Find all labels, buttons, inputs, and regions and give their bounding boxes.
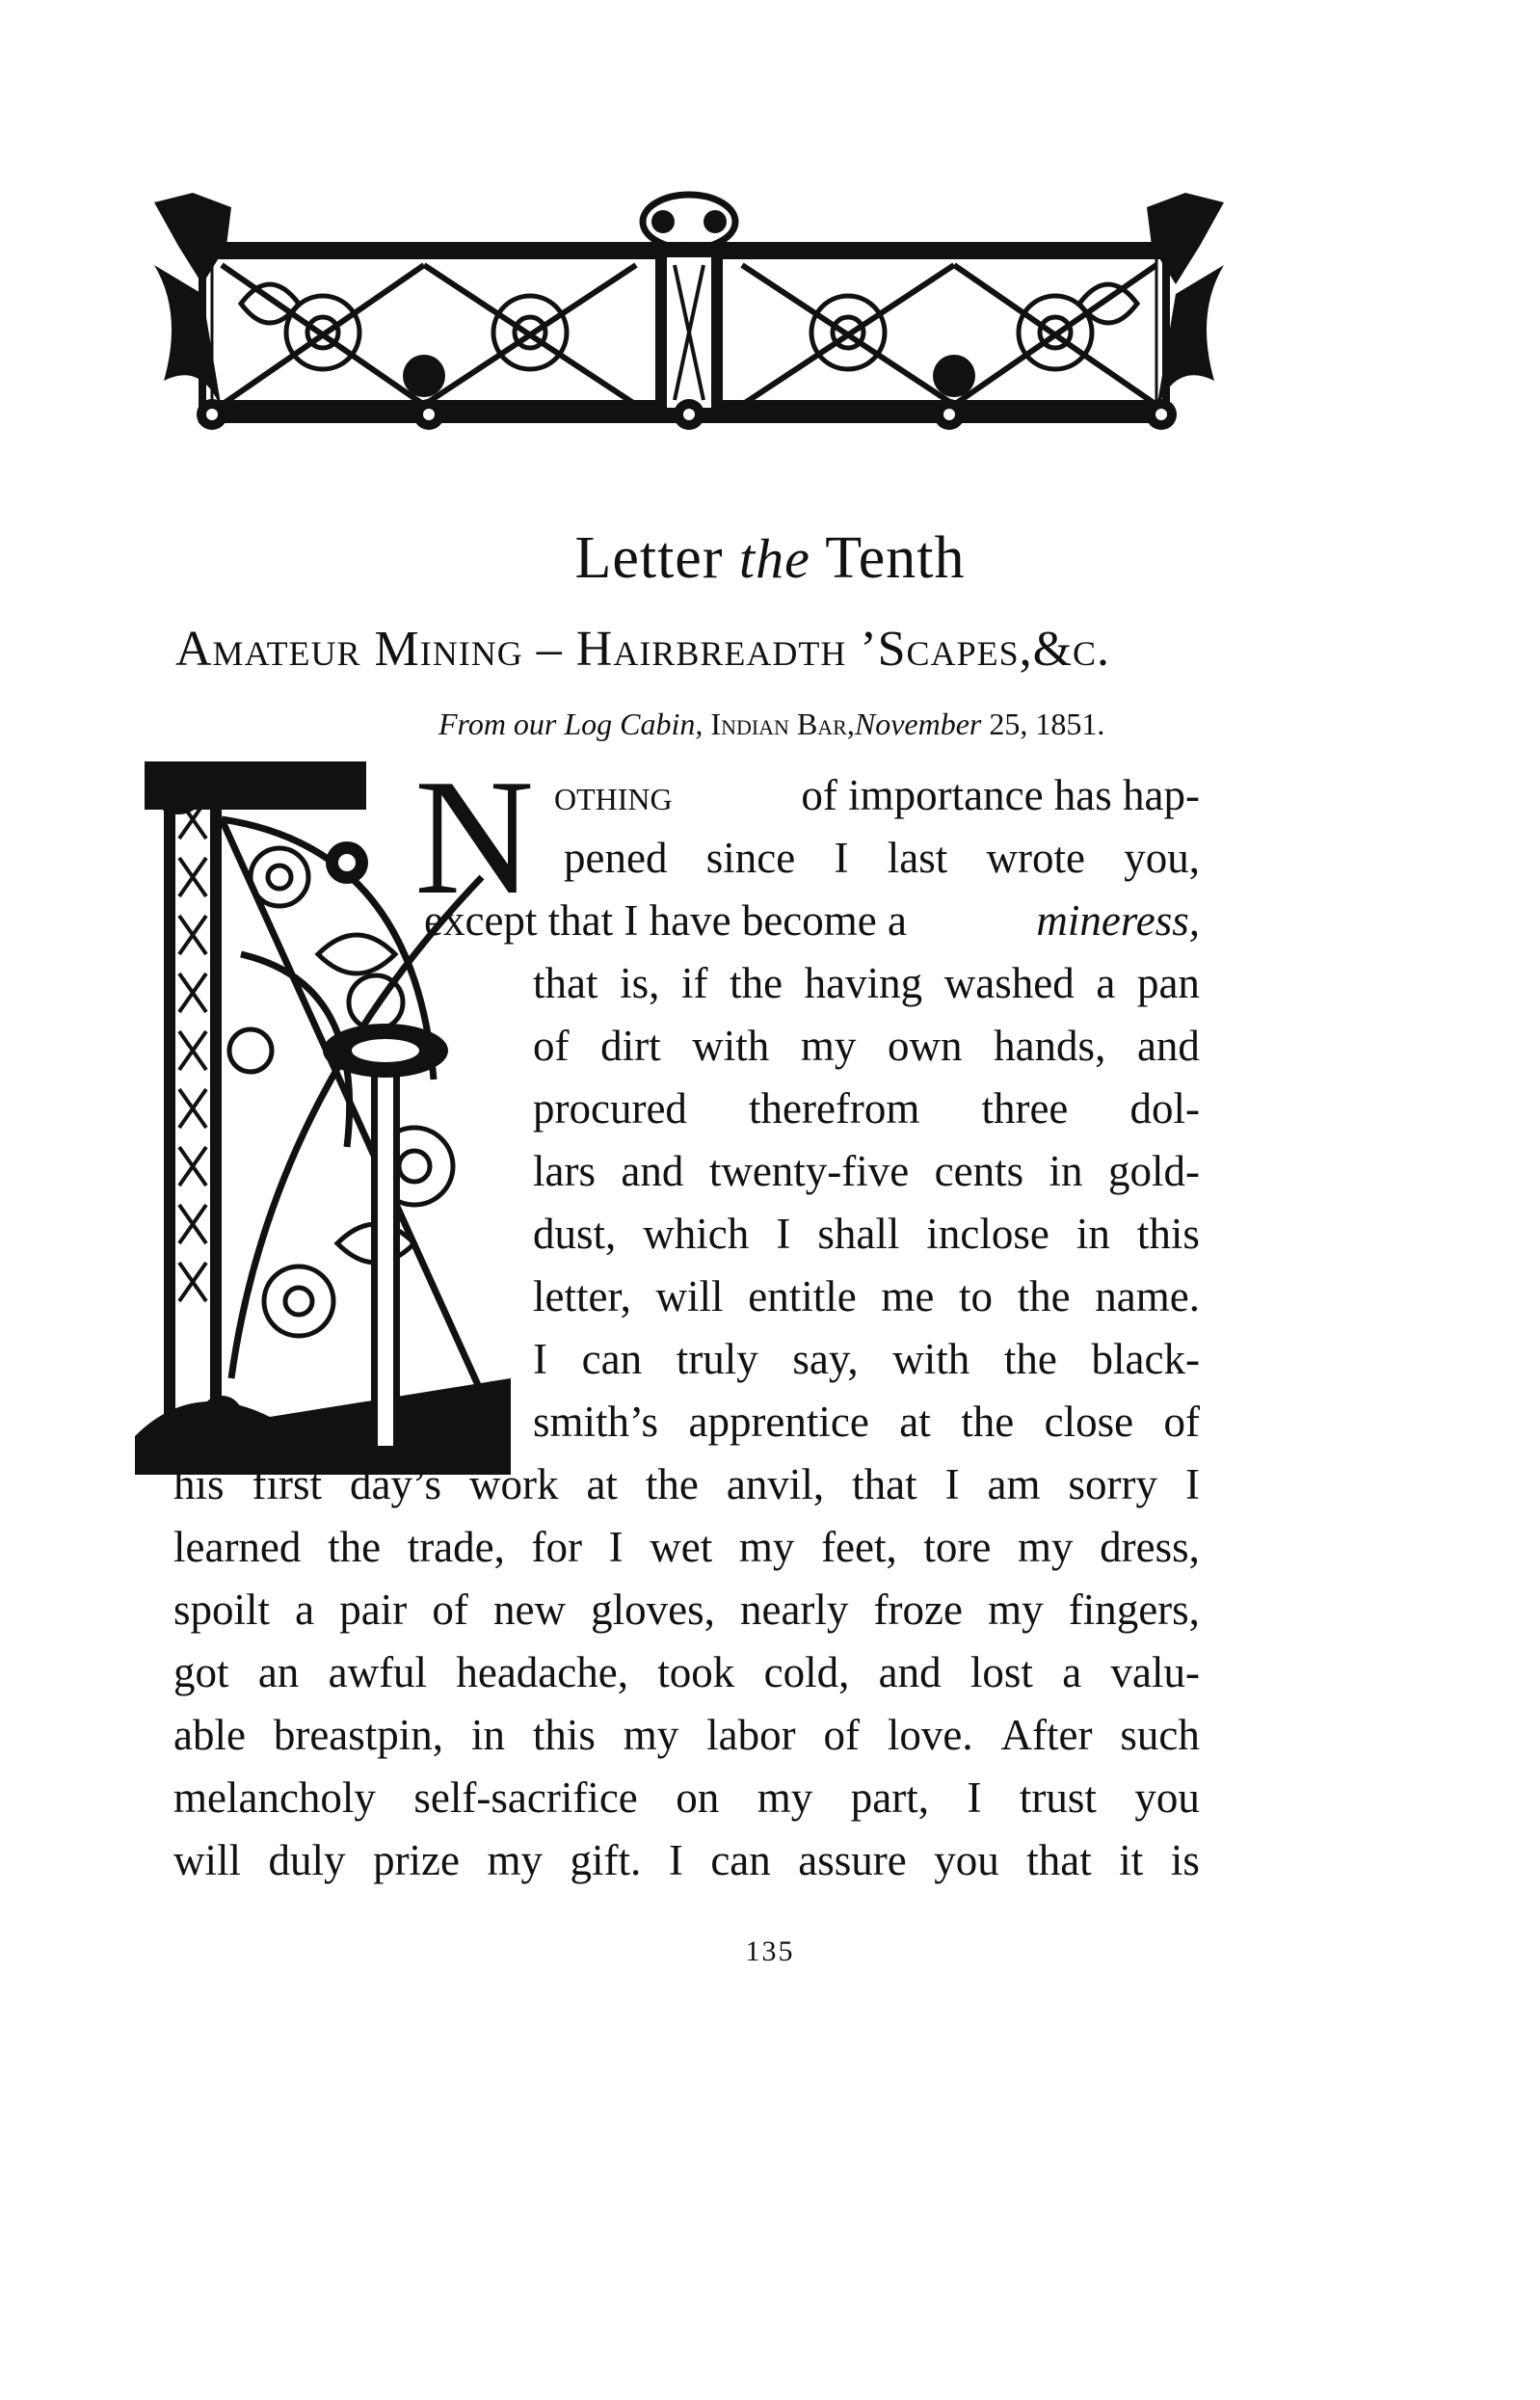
ornamental-headpiece [135, 178, 1243, 434]
text-line-15: got an awful headache, took cold, and lost a valu- [173, 1648, 1200, 1696]
text-line-10: I can truly say, with the black- [533, 1335, 1200, 1383]
text-line-8: dust, which I shall inclose in this [533, 1210, 1200, 1258]
title-tenth-word: Tenth [825, 525, 966, 591]
line-3-start: except that I have become a [424, 896, 907, 945]
text-line-2: pened since I last wrote you, [564, 834, 1200, 882]
text-line-17: melancholy self-sacrifice on my part, I trust you [173, 1773, 1200, 1822]
text-line-4: that is, if the having washed a pan [533, 959, 1200, 1007]
text-line-13: learned the trade, for I wet my feet, tore my dress, [173, 1523, 1200, 1571]
page-number: 135 [745, 1935, 795, 1967]
text-line-1 [554, 771, 1200, 819]
dateline [438, 708, 1209, 739]
text-line-3 [424, 896, 1200, 945]
text-line-6: procured therefrom three dol- [533, 1084, 1200, 1133]
text-line-5: of dirt with my own hands, and [533, 1022, 1200, 1070]
dateline-place: Indian Bar, [710, 707, 855, 741]
line-3-mineress: mineress, [1036, 896, 1200, 945]
letter-title [0, 525, 1540, 591]
text-line-9: letter, will entitle me to the name. [533, 1272, 1200, 1320]
text-line-16: able breastpin, in this my labor of love. After such [173, 1711, 1200, 1759]
first-word: othing [554, 771, 673, 819]
dateline-date: 25, 1851. [989, 707, 1105, 741]
text-line-7: lars and twenty-five cents in gold- [533, 1147, 1200, 1195]
dateline-from: From our Log Cabin, [438, 707, 704, 741]
letter-subtitle: Amateur Mining – Hairbreadth ’Scapes,&c. [175, 622, 1111, 677]
line-1-rest: of importance has hap- [801, 771, 1200, 819]
drop-cap: N [414, 746, 535, 929]
dateline-month: November [854, 707, 982, 741]
title-the-word: the [738, 527, 810, 590]
text-line-14: spoilt a pair of new gloves, nearly froze my fingers, [173, 1586, 1200, 1634]
text-line-11: smith’s apprentice at the close of [533, 1398, 1200, 1446]
text-line-18: will duly prize my gift. I can assure you that it is [173, 1836, 1200, 1884]
text-line-12: his first day’s work at the anvil, that I am sorry I [173, 1460, 1200, 1508]
title-letter-word: Letter [574, 525, 724, 591]
